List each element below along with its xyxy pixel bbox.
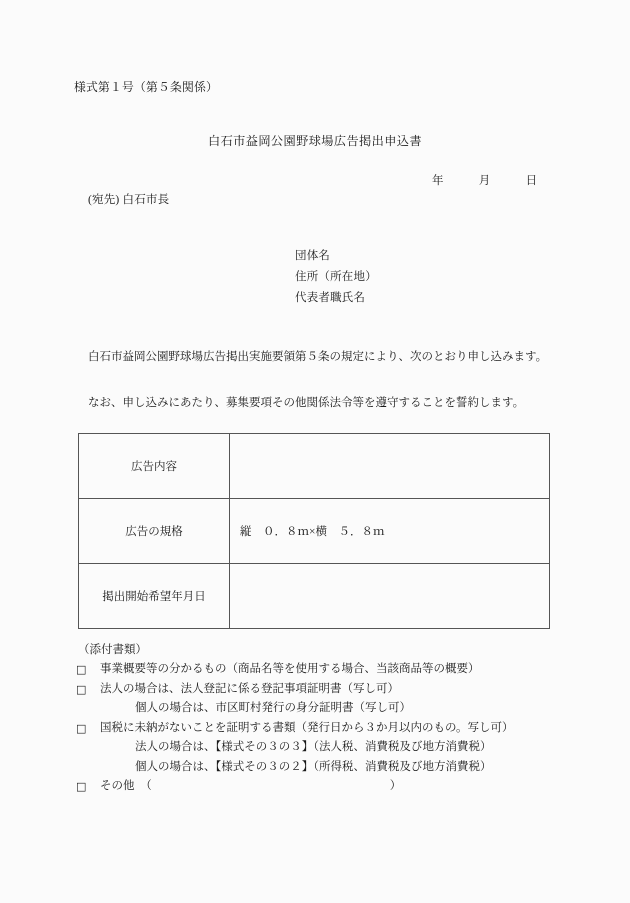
table-row <box>79 434 550 499</box>
list-item-label: 事業概要等の分かるもの（商品名等を使用する場合、当該商品等の概要） <box>100 663 480 675</box>
checkbox-icon[interactable]: □ <box>76 663 87 676</box>
list-item[interactable] <box>76 719 576 739</box>
addressee-line: (宛先) 白石市長 <box>88 194 170 206</box>
attachments-section <box>76 641 576 797</box>
list-item-subline: 個人の場合は、市区町村発行の身分証明書（写し可） <box>135 702 411 714</box>
list-item-label: 法人の場合は、法人登記に係る登記事項証明書（写し可） <box>100 682 399 695</box>
applicant-info-block <box>295 249 377 312</box>
list-item[interactable] <box>76 660 576 680</box>
list-item-label: 国税に未納がないことを証明する書類（発行日から３か月以内のもの。写し可） <box>100 721 514 734</box>
body-paragraph-2: なお、申し込みにあたり、募集要項その他関係法令等を遵守することを誓約します。 <box>88 397 525 409</box>
checkbox-icon[interactable]: □ <box>76 721 87 735</box>
form-number: 様式第１号（第５条関係） <box>74 80 218 94</box>
list-item-other[interactable] <box>76 777 576 797</box>
page-title: 白石市益岡公園野球場広告掲出申込書 <box>208 134 422 148</box>
table-row <box>79 564 550 629</box>
other-close-paren: ） <box>389 780 402 792</box>
other-label: その他 （ <box>100 780 152 792</box>
organization-name-label: 団体名 <box>295 250 331 262</box>
specification-table <box>78 433 550 629</box>
table-row-label: 広告内容 <box>79 434 230 499</box>
attachments-heading: （添付書類） <box>78 644 147 656</box>
table-row-value[interactable]: 縦 ０．８ｍ×横 ５．８ｍ <box>230 499 550 564</box>
list-item-subline: 個人の場合は、【様式その３の２】（所得税、消費税及び地方消費税） <box>135 760 492 773</box>
checkbox-icon[interactable]: □ <box>76 682 87 696</box>
table-row-value[interactable] <box>230 434 550 499</box>
list-item-subline: 法人の場合は、【様式その３の３】（法人税、消費税及び地方消費税） <box>135 741 492 753</box>
table-row-label: 掲出開始希望年月日 <box>79 564 230 629</box>
date-line: 年 月 日 <box>432 175 538 187</box>
table-row <box>79 499 550 564</box>
address-label: 住所（所在地） <box>295 271 377 284</box>
list-item[interactable] <box>76 680 576 700</box>
table-row-label: 広告の規格 <box>79 499 230 564</box>
representative-name-label: 代表者職氏名 <box>295 292 366 305</box>
body-paragraph-1: 白石市益岡公園野球場広告掲出実施要領第５条の規定により、次のとおり申し込みます。 <box>88 351 548 363</box>
checkbox-icon[interactable]: □ <box>76 780 87 793</box>
table-row-value[interactable] <box>230 564 550 629</box>
